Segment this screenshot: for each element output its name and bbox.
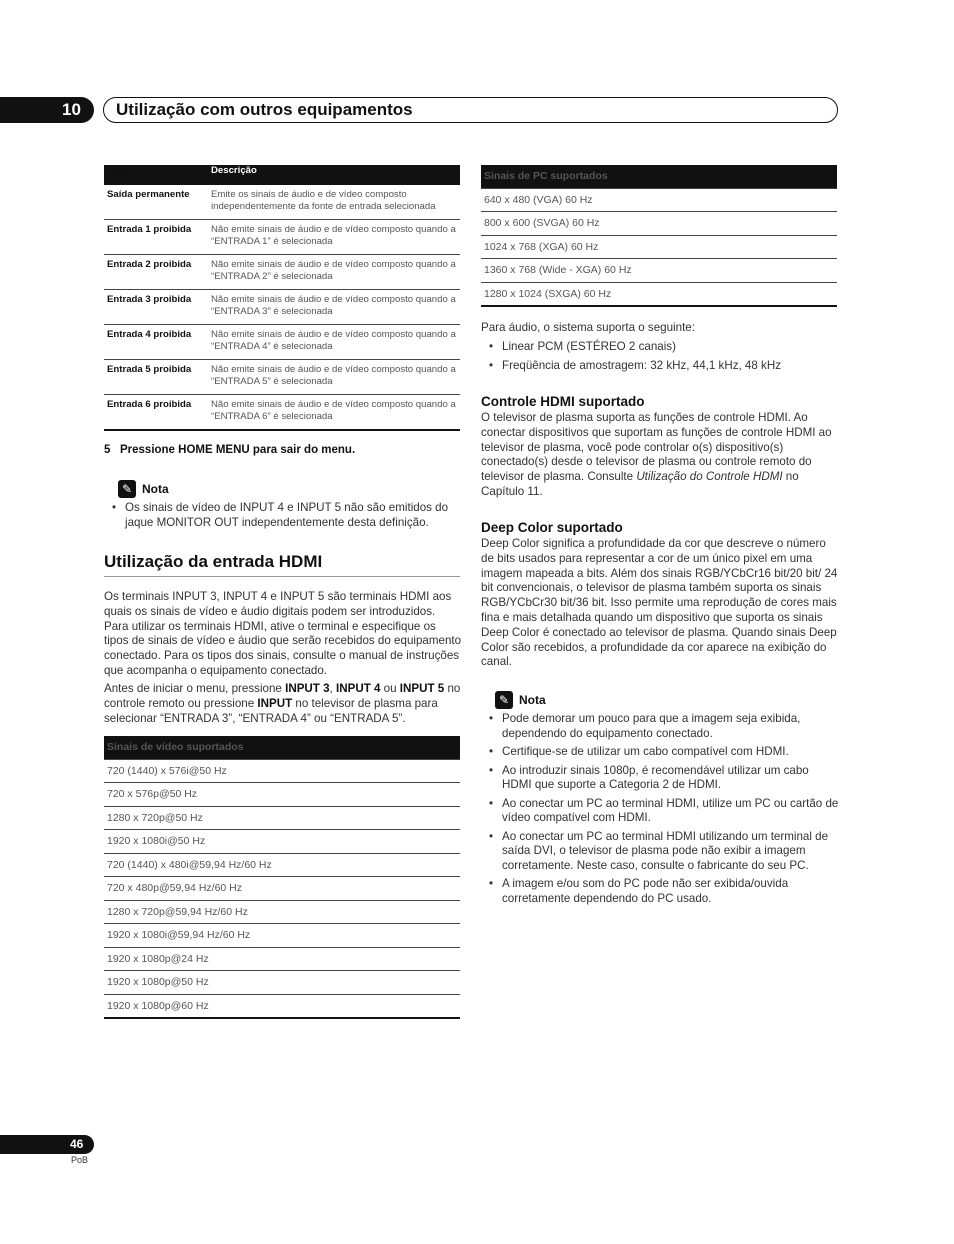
table-row [104, 395, 460, 431]
row-item: Entrada 1 proibida [104, 220, 208, 255]
page-number-tab [0, 1135, 94, 1154]
table-row [104, 830, 460, 854]
table-row [104, 185, 460, 220]
chapter-number-tab [0, 97, 94, 123]
table-row [104, 759, 460, 783]
row-item: Entrada 6 proibida [104, 395, 208, 431]
chapter-title: Utilização com outros equipamentos [116, 100, 413, 119]
table-cell: 1920 x 1080p@24 Hz [104, 947, 460, 971]
table-row [481, 212, 837, 236]
table-header-row [104, 165, 460, 185]
table-row [104, 325, 460, 360]
table-row [104, 783, 460, 807]
table-cell: 1280 x 720p@59,94 Hz/60 Hz [104, 900, 460, 924]
row-description: Não emite sinais de áudio e de vídeo composto quando a “ENTRADA 4” é selecionada [208, 325, 460, 360]
row-description: Não emite sinais de áudio e de vídeo composto quando a “ENTRADA 6” é selecionada [208, 395, 460, 431]
table-cell: 1280 x 720p@50 Hz [104, 806, 460, 830]
list-item: • Ao conectar um PC ao terminal HDMI utilizando um terminal de saída DVI, o televisor de plasma pode não exibir a imagem corretamente. Neste caso, consulte o fabricante do seu PC. [481, 830, 839, 874]
table-cell: 1920 x 1080i@59,94 Hz/60 Hz [104, 924, 460, 948]
table-row [104, 947, 460, 971]
table-row [104, 360, 460, 395]
table-row [104, 877, 460, 901]
list-item: • Ao conectar um PC ao terminal HDMI, utilize um PC ou cartão de vídeo compatível com HDMI. [481, 797, 839, 826]
row-description: Não emite sinais de áudio e de vídeo composto quando a “ENTRADA 3” é selecionada [208, 290, 460, 325]
table-cell: 1360 x 768 (Wide - XGA) 60 Hz [481, 259, 837, 283]
table-row [481, 259, 837, 283]
row-description: Emite os sinais de áudio e de vídeo composto independentemente da fonte de entrada selecionada [208, 185, 460, 220]
list-item: • A imagem e/ou som do PC pode não ser exibida/ouvida corretamente dependendo do PC usado. [481, 877, 839, 906]
list-item: • Ao introduzir sinais 1080p, é recomendável utilizar um cabo HDMI que suporte a Categoria 2 de HDMI. [481, 764, 839, 793]
table-row [481, 282, 837, 306]
row-description: Não emite sinais de áudio e de vídeo composto quando a “ENTRADA 2” é selecionada [208, 255, 460, 290]
note-label: Nota [142, 482, 169, 496]
hdmi-instructions-paragraph: Antes de iniciar o menu, pressione INPUT 3, INPUT 4 ou INPUT 5 no controle remoto ou pressione INPUT no televisor de plasma para selecionar “ENTRADA 3”, “ENTRADA 4” ou “ENTRADA 5”. [104, 682, 461, 725]
audio-list [481, 340, 839, 377]
header-item: Item [104, 165, 208, 185]
table-cell: 640 x 480 (VGA) 60 Hz [481, 188, 837, 212]
table-row [104, 853, 460, 877]
table-header-row [104, 736, 460, 759]
table-row [104, 900, 460, 924]
section-divider [104, 576, 460, 577]
step-5-instruction: 5 Pressione HOME MENU para sair do menu. [104, 444, 356, 456]
note-2-list [481, 712, 839, 910]
row-item: Entrada 2 proibida [104, 255, 208, 290]
note-label: Nota [519, 693, 546, 707]
list-item: • Pode demorar um pouco para que a imagem seja exibida, dependendo do equipamento conectado. [481, 712, 839, 741]
table-cell: 1920 x 1080p@50 Hz [104, 971, 460, 995]
subheading-hdmi-control: Controle HDMI suportado [481, 394, 645, 409]
list-item: • Freqüência de amostragem: 32 kHz, 44,1 kHz, 48 kHz [481, 359, 839, 374]
table-row [481, 235, 837, 259]
hdmi-control-paragraph: O televisor de plasma suporta as funções de controle HDMI. Ao conectar dispositivos que suportam as funções de controle HDMI ao televisor de plasma, você pode controlar o(s) dispositivo(s) conectado(s) desde o televisor de plasma ou controle remoto do televisor de plasma. Consulte Utilização do Controle HDMI no Capítulo 11. [481, 411, 832, 498]
hdmi-intro-paragraph: Os terminais INPUT 3, INPUT 4 e INPUT 5 são terminais HDMI aos quais os sinais de vídeo e áudio digitais podem ser introduzidos. Para utilizar os terminais HDMI, ative o terminal e especifique os tipos de sinais de vídeo e áudio que serão recebidos do equipamento conectado. Para os tipos dos sinais, consulte o manual de instruções que acompanha o equipamento conectado. [104, 590, 462, 677]
subheading-deep-color: Deep Color suportado [481, 520, 623, 535]
note-heading [495, 691, 546, 709]
language-code: PoB [71, 1155, 89, 1165]
list-item: • Os sinais de vídeo de INPUT 4 e INPUT 5 não são emitidos do jaque MONITOR OUT independentemente desta definição. [104, 501, 460, 530]
row-item: Saída permanente [104, 185, 208, 220]
supported-pc-signals-table [481, 165, 837, 307]
table-cell: 720 (1440) x 576i@50 Hz [104, 759, 460, 783]
header-video-signals: Sinais de vídeo suportados [104, 736, 460, 759]
list-item: • Certifique-se de utilizar um cabo compatível com HDMI. [481, 745, 839, 760]
audio-intro: Para áudio, o sistema suporta o seguinte: [481, 321, 695, 334]
table-cell: 720 x 480p@59,94 Hz/60 Hz [104, 877, 460, 901]
pencil-icon: ✎ [118, 480, 136, 498]
section-title-hdmi-input: Utilização da entrada HDMI [104, 552, 323, 571]
table-row [104, 290, 460, 325]
table-cell: 720 x 576p@50 Hz [104, 783, 460, 807]
deep-color-paragraph: Deep Color significa a profundidade da cor que descreve o número de bits usados para representar a cor de um único pixel em uma imagem mapeada a bits. Além dos sinais RGB/YCbCr16 bit/20 bit/ 24 bit convencionais, o televisor de plasma também suporta os sinais RGB/YCbCr30 bit/36 bit. Isso permite uma reprodução de cores mais fina e mais detalhada quando um dispositivo que suporta os sinais Deep Color é conectado ao televisor de plasma. Quando sinais Deep Color são recebidos, a profundidade da cor aparece na exibição do canal. [481, 537, 838, 669]
input-output-settings-table [104, 165, 460, 431]
table-cell: 1280 x 1024 (SXGA) 60 Hz [481, 282, 837, 306]
table-cell: 800 x 600 (SVGA) 60 Hz [481, 212, 837, 236]
list-item: • Linear PCM (ESTÉREO 2 canais) [481, 340, 839, 355]
table-row [104, 255, 460, 290]
table-row [104, 220, 460, 255]
header-description: Descrição [208, 165, 460, 185]
row-item: Entrada 3 proibida [104, 290, 208, 325]
supported-video-signals-table [104, 736, 460, 1019]
pencil-icon: ✎ [495, 691, 513, 709]
row-description: Não emite sinais de áudio e de vídeo composto quando a “ENTRADA 1” é selecionada [208, 220, 460, 255]
chapter-number: 10 [62, 100, 81, 119]
table-cell: 720 (1440) x 480i@59,94 Hz/60 Hz [104, 853, 460, 877]
table-row [104, 971, 460, 995]
note-1-list [104, 501, 460, 534]
table-cell: 1920 x 1080i@50 Hz [104, 830, 460, 854]
table-header-row [481, 165, 837, 188]
note-heading [118, 480, 169, 498]
table-cell: 1920 x 1080p@60 Hz [104, 994, 460, 1018]
row-item: Entrada 4 proibida [104, 325, 208, 360]
table-row [104, 924, 460, 948]
page-number: 46 [70, 1137, 84, 1151]
table-row [104, 994, 460, 1018]
table-row [481, 188, 837, 212]
row-description: Não emite sinais de áudio e de vídeo composto quando a “ENTRADA 5” é selecionada [208, 360, 460, 395]
table-cell: 1024 x 768 (XGA) 60 Hz [481, 235, 837, 259]
table-row [104, 806, 460, 830]
header-pc-signals: Sinais de PC suportados [481, 165, 837, 188]
row-item: Entrada 5 proibida [104, 360, 208, 395]
